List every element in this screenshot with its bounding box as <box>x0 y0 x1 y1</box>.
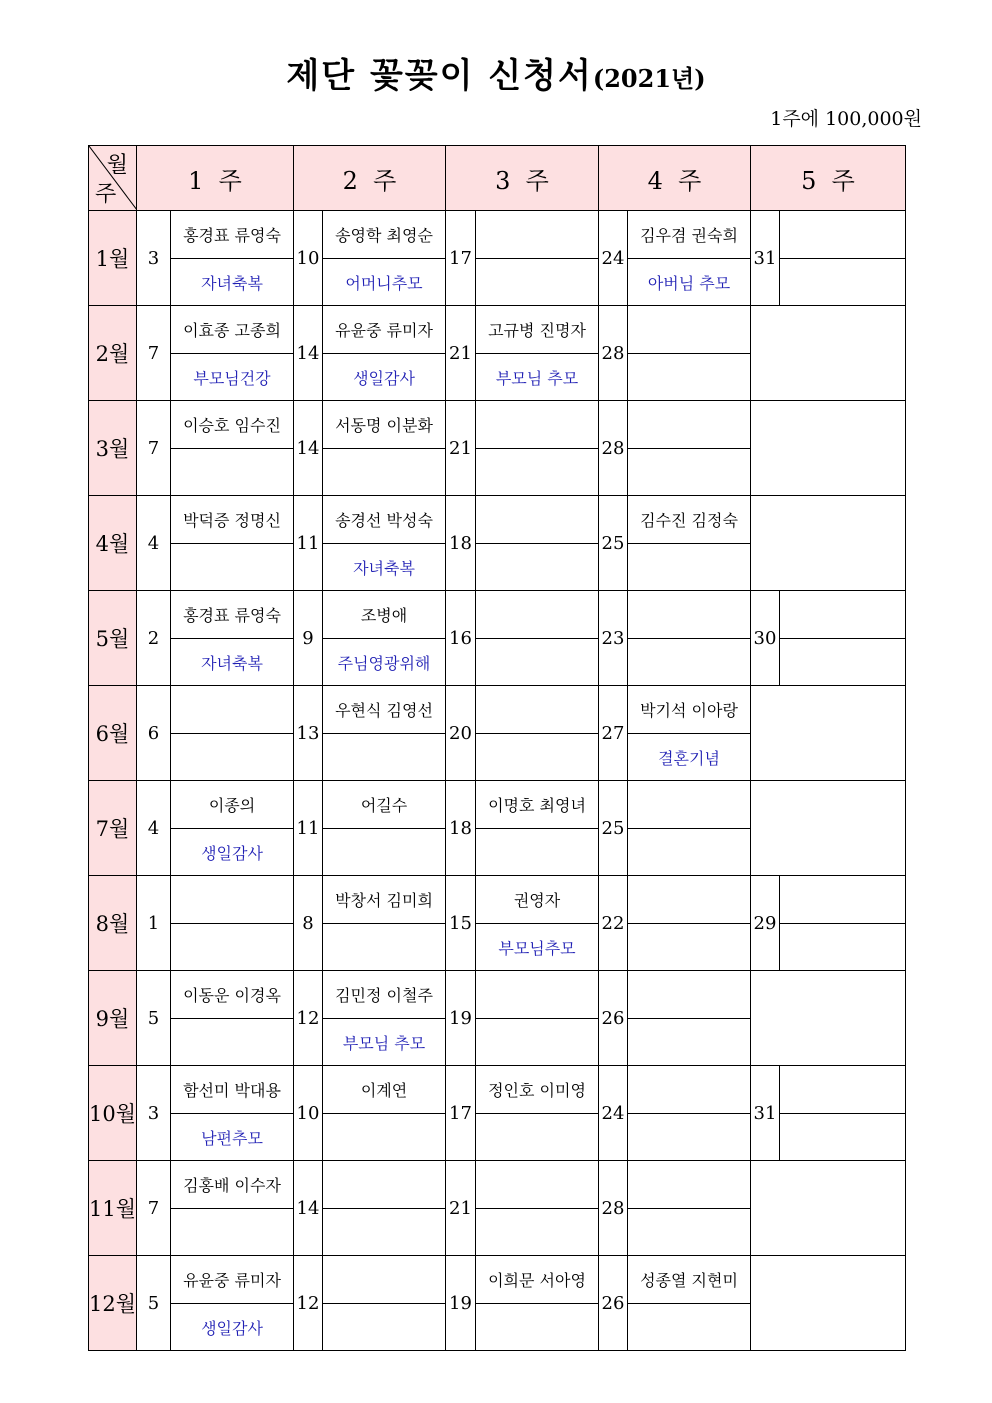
empty-week-cell <box>751 1256 906 1351</box>
day-number: 10 <box>294 211 323 306</box>
day-number: 18 <box>446 496 476 591</box>
schedule-body <box>89 211 906 1351</box>
schedule-table <box>88 145 906 1351</box>
purpose-text <box>628 544 751 591</box>
month-row-purpose <box>89 639 906 686</box>
day-number: 19 <box>446 1256 476 1351</box>
applicant-name: 유윤중 류미자 <box>171 1256 294 1304</box>
day-number: 31 <box>751 1066 780 1161</box>
purpose-text: 생일감사 <box>171 1304 294 1351</box>
day-number: 17 <box>446 1066 476 1161</box>
purpose-text <box>628 1209 751 1256</box>
purpose-text <box>476 734 599 781</box>
purpose-text <box>171 924 294 971</box>
month-label: 9월 <box>89 971 137 1066</box>
purpose-text: 아버님 추모 <box>628 259 751 306</box>
applicant-name <box>476 496 599 544</box>
purpose-text: 결혼기념 <box>628 734 751 781</box>
day-number: 31 <box>751 211 780 306</box>
month-label: 3월 <box>89 401 137 496</box>
purpose-text <box>171 734 294 781</box>
purpose-text <box>476 544 599 591</box>
week-header-2: 2 주 <box>294 146 446 211</box>
month-row-purpose <box>89 924 906 971</box>
day-number: 24 <box>599 1066 628 1161</box>
day-number: 28 <box>599 1161 628 1256</box>
day-number: 6 <box>137 686 171 781</box>
month-label: 8월 <box>89 876 137 971</box>
purpose-text <box>323 924 446 971</box>
applicant-name <box>780 591 906 639</box>
applicant-name: 성종열 지현미 <box>628 1256 751 1304</box>
purpose-text: 자녀축복 <box>171 639 294 686</box>
month-row <box>89 591 906 639</box>
day-number: 2 <box>137 591 171 686</box>
purpose-text <box>628 639 751 686</box>
month-row <box>89 211 906 259</box>
day-number: 8 <box>294 876 323 971</box>
empty-week-cell <box>751 401 906 496</box>
purpose-text <box>628 1019 751 1066</box>
day-number: 14 <box>294 401 323 496</box>
applicant-name: 우현식 김영선 <box>323 686 446 734</box>
month-row <box>89 1066 906 1114</box>
month-row <box>89 1256 906 1304</box>
applicant-name: 조병애 <box>323 591 446 639</box>
month-row-purpose <box>89 1114 906 1161</box>
day-number: 21 <box>446 306 476 401</box>
purpose-text <box>323 1114 446 1161</box>
purpose-text: 부모님추모 <box>476 924 599 971</box>
applicant-name: 박덕증 정명신 <box>171 496 294 544</box>
month-label: 12월 <box>89 1256 137 1351</box>
applicant-name <box>780 1066 906 1114</box>
applicant-name: 고규병 진명자 <box>476 306 599 354</box>
month-row <box>89 306 906 354</box>
purpose-text: 자녀축복 <box>323 544 446 591</box>
day-number: 26 <box>599 1256 628 1351</box>
purpose-text <box>171 1019 294 1066</box>
day-number: 30 <box>751 591 780 686</box>
day-number: 22 <box>599 876 628 971</box>
day-number: 15 <box>446 876 476 971</box>
purpose-text <box>476 639 599 686</box>
purpose-text: 어머니추모 <box>323 259 446 306</box>
purpose-text <box>476 829 599 876</box>
applicant-name: 김수진 김정숙 <box>628 496 751 544</box>
applicant-name <box>628 876 751 924</box>
day-number: 5 <box>137 1256 171 1351</box>
month-row <box>89 876 906 924</box>
applicant-name: 정인호 이미영 <box>476 1066 599 1114</box>
empty-week-cell <box>751 971 906 1066</box>
day-number: 24 <box>599 211 628 306</box>
corner-month-label: 월 <box>106 153 128 178</box>
purpose-text <box>323 1209 446 1256</box>
purpose-text <box>628 829 751 876</box>
purpose-text <box>171 544 294 591</box>
applicant-name: 이계연 <box>323 1066 446 1114</box>
day-number: 23 <box>599 591 628 686</box>
purpose-text <box>628 1114 751 1161</box>
day-number: 9 <box>294 591 323 686</box>
applicant-name: 서동명 이분화 <box>323 401 446 449</box>
purpose-text <box>323 829 446 876</box>
purpose-text <box>628 1304 751 1351</box>
month-row-purpose <box>89 259 906 306</box>
day-number: 18 <box>446 781 476 876</box>
applicant-name: 이종의 <box>171 781 294 829</box>
applicant-name: 김우겸 권숙희 <box>628 211 751 259</box>
day-number: 21 <box>446 401 476 496</box>
week-header-5: 5 주 <box>751 146 906 211</box>
day-number: 17 <box>446 211 476 306</box>
month-label: 1월 <box>89 211 137 306</box>
applicant-name <box>476 401 599 449</box>
applicant-name <box>628 1066 751 1114</box>
purpose-text: 부모님건강 <box>171 354 294 401</box>
applicant-name <box>628 1161 751 1209</box>
day-number: 25 <box>599 781 628 876</box>
day-number: 5 <box>137 971 171 1066</box>
empty-week-cell <box>751 1161 906 1256</box>
empty-week-cell <box>751 781 906 876</box>
month-label: 5월 <box>89 591 137 686</box>
day-number: 16 <box>446 591 476 686</box>
applicant-name: 이명호 최영녀 <box>476 781 599 829</box>
purpose-text: 부모님 추모 <box>476 354 599 401</box>
purpose-text <box>780 924 906 971</box>
month-row <box>89 1161 906 1209</box>
purpose-text <box>780 259 906 306</box>
title-year: (2021년) <box>592 64 706 93</box>
applicant-name: 함선미 박대용 <box>171 1066 294 1114</box>
purpose-text: 부모님 추모 <box>323 1019 446 1066</box>
applicant-name <box>476 686 599 734</box>
day-number: 21 <box>446 1161 476 1256</box>
day-number: 12 <box>294 971 323 1066</box>
month-row <box>89 496 906 544</box>
empty-week-cell <box>751 306 906 401</box>
applicant-name: 어길수 <box>323 781 446 829</box>
purpose-text <box>628 924 751 971</box>
day-number: 13 <box>294 686 323 781</box>
day-number: 19 <box>446 971 476 1066</box>
applicant-name: 김민정 이철주 <box>323 971 446 1019</box>
day-number: 3 <box>137 211 171 306</box>
applicant-name <box>171 876 294 924</box>
month-label: 10월 <box>89 1066 137 1161</box>
day-number: 7 <box>137 401 171 496</box>
applicant-name <box>476 591 599 639</box>
purpose-text <box>476 1304 599 1351</box>
applicant-name: 이희문 서아영 <box>476 1256 599 1304</box>
day-number: 10 <box>294 1066 323 1161</box>
purpose-text: 생일감사 <box>171 829 294 876</box>
applicant-name <box>476 971 599 1019</box>
purpose-text <box>171 449 294 496</box>
applicant-name <box>171 686 294 734</box>
day-number: 29 <box>751 876 780 971</box>
corner-cell <box>89 146 137 211</box>
empty-week-cell <box>751 496 906 591</box>
purpose-text <box>476 1114 599 1161</box>
month-row <box>89 401 906 449</box>
month-row <box>89 781 906 829</box>
day-number: 27 <box>599 686 628 781</box>
applicant-name <box>628 306 751 354</box>
day-number: 11 <box>294 781 323 876</box>
applicant-name <box>323 1161 446 1209</box>
purpose-text: 자녀축복 <box>171 259 294 306</box>
month-label: 7월 <box>89 781 137 876</box>
applicant-name: 송경선 박성숙 <box>323 496 446 544</box>
applicant-name: 박기석 이아랑 <box>628 686 751 734</box>
day-number: 1 <box>137 876 171 971</box>
applicant-name: 유윤중 류미자 <box>323 306 446 354</box>
purpose-text <box>780 639 906 686</box>
applicant-name: 김홍배 이수자 <box>171 1161 294 1209</box>
month-label: 4월 <box>89 496 137 591</box>
applicant-name <box>780 211 906 259</box>
applicant-name <box>476 1161 599 1209</box>
day-number: 7 <box>137 1161 171 1256</box>
day-number: 20 <box>446 686 476 781</box>
purpose-text <box>476 259 599 306</box>
applicant-name: 홍경표 류영숙 <box>171 211 294 259</box>
day-number: 12 <box>294 1256 323 1351</box>
week-header-1: 1 주 <box>137 146 294 211</box>
purpose-text <box>476 449 599 496</box>
month-label: 2월 <box>89 306 137 401</box>
day-number: 26 <box>599 971 628 1066</box>
applicant-name: 이승호 임수진 <box>171 401 294 449</box>
applicant-name: 송영학 최영순 <box>323 211 446 259</box>
month-label: 6월 <box>89 686 137 781</box>
applicant-name <box>323 1256 446 1304</box>
purpose-text <box>628 354 751 401</box>
header-row <box>89 146 906 211</box>
purpose-text <box>628 449 751 496</box>
month-row <box>89 686 906 734</box>
purpose-text <box>476 1209 599 1256</box>
page-title <box>0 48 992 97</box>
applicant-name: 홍경표 류영숙 <box>171 591 294 639</box>
applicant-name <box>476 211 599 259</box>
day-number: 3 <box>137 1066 171 1161</box>
day-number: 14 <box>294 1161 323 1256</box>
purpose-text <box>323 449 446 496</box>
purpose-text: 남편추모 <box>171 1114 294 1161</box>
purpose-text <box>323 734 446 781</box>
purpose-text: 생일감사 <box>323 354 446 401</box>
empty-week-cell <box>751 686 906 781</box>
day-number: 4 <box>137 496 171 591</box>
week-header-3: 3 주 <box>446 146 599 211</box>
purpose-text <box>323 1304 446 1351</box>
applicant-name: 이효종 고종희 <box>171 306 294 354</box>
corner-week-label: 주 <box>95 182 117 207</box>
purpose-text <box>780 1114 906 1161</box>
applicant-name <box>628 971 751 1019</box>
applicant-name: 권영자 <box>476 876 599 924</box>
applicant-name: 이동운 이경옥 <box>171 971 294 1019</box>
applicant-name <box>780 876 906 924</box>
title-text: 제단 꽃꽂이 신청서 <box>286 56 593 96</box>
day-number: 28 <box>599 401 628 496</box>
applicant-name <box>628 591 751 639</box>
day-number: 28 <box>599 306 628 401</box>
day-number: 25 <box>599 496 628 591</box>
purpose-text: 주님영광위해 <box>323 639 446 686</box>
purpose-text <box>171 1209 294 1256</box>
applicant-name <box>628 781 751 829</box>
month-label: 11월 <box>89 1161 137 1256</box>
applicant-name: 박창서 김미희 <box>323 876 446 924</box>
price-note: 1주에 100,000원 <box>770 108 922 130</box>
day-number: 7 <box>137 306 171 401</box>
month-row <box>89 971 906 1019</box>
applicant-name <box>628 401 751 449</box>
day-number: 4 <box>137 781 171 876</box>
week-header-4: 4 주 <box>599 146 751 211</box>
purpose-text <box>476 1019 599 1066</box>
day-number: 14 <box>294 306 323 401</box>
day-number: 11 <box>294 496 323 591</box>
